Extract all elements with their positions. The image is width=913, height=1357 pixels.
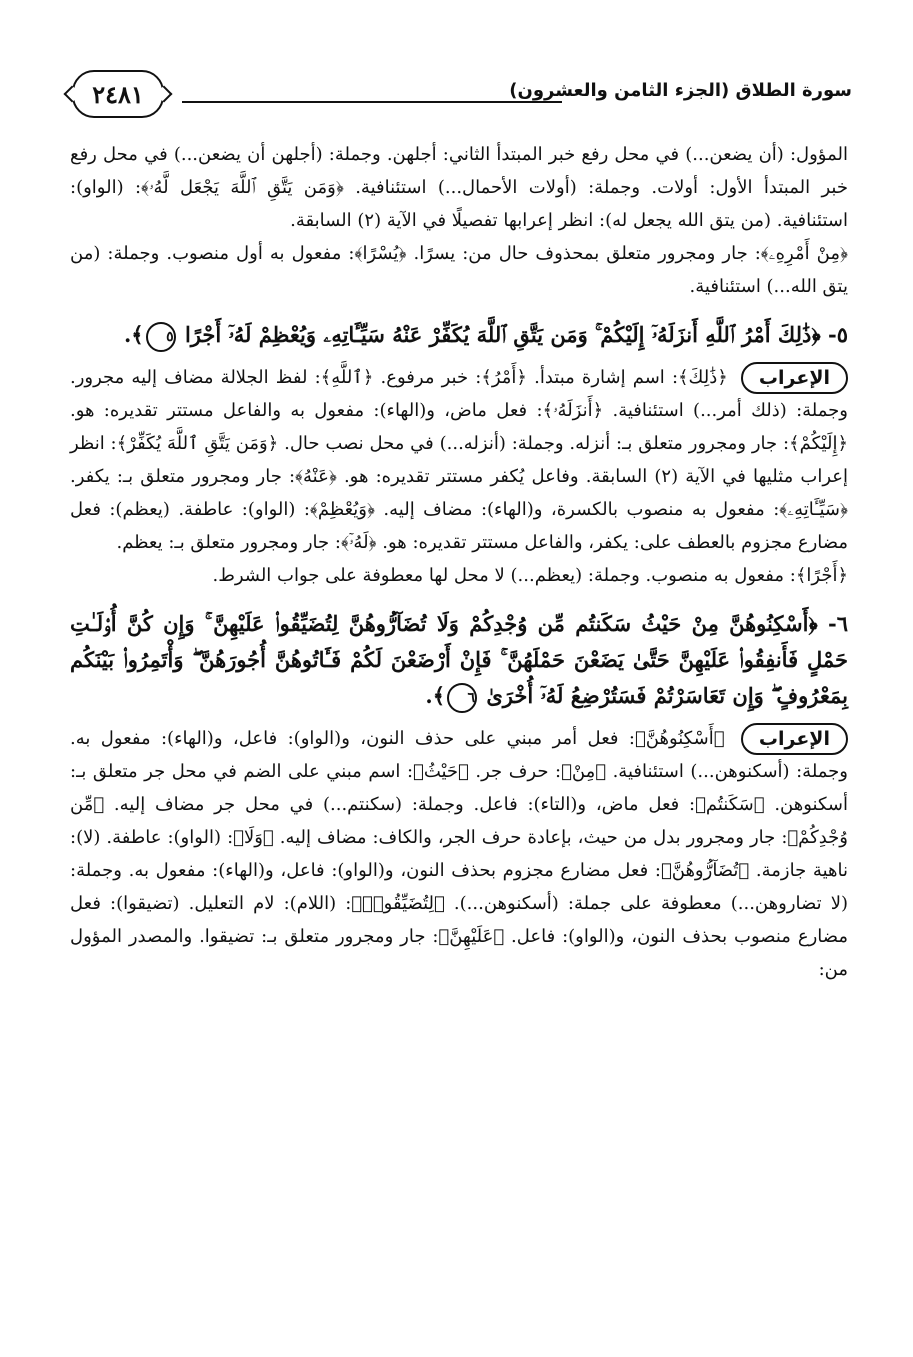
paragraph-5-text: ﴿أَسْكِنُوهُنَّ﴾: فعل أمر مبني على حذف النون، و(الواو): فاعل، و(الهاء): مفعول به. وجملة: (أسكنوهن...) استئنافية. ﴿مِنْ﴾: حرف جر. ﴿حَيْثُ﴾: اسم مبني على الضم في محل جر متعلق بـ: أسكنوهن. ﴿سَكَنتُم﴾: فعل ماض، و(التاء): فاعل. وجملة: (سكنتم...) في محل جر مضاف إليه. ﴿مِّن وُجْدِكُمْ﴾: جار ومجرور بدل من حيث، بإعادة حرف الجر، والكاف: مضاف إليه. ﴿وَلَا﴾: (الواو): عاطفة. (لا): ناهية جازمة. ﴿تُضَآرُّوهُنَّ﴾: فعل مضارع مجزوم بحذف النون، و(الواو): فاعل، و(الهاء): مفعول به. وجملة: (لا تضاروهن...) معطوفة على جملة: (أسكنوهن...). ﴿لِتُضَيِّقُوا۟﴾: (اللام): لام التعليل. (تضيقوا): فعل مضارع منصوب بحذف النون، و(الواو): فاعل. ﴿عَلَيْهِنَّ﴾: جار ومجرور متعلق بـ: تضيقوا. والمصدر المؤول من: (70, 728, 848, 980)
page-body (70, 138, 848, 986)
irab-label: الإعراب (741, 723, 848, 755)
page-number: ٢٤٨١ (72, 70, 164, 118)
paragraph-5 (70, 722, 848, 986)
verse-5 (70, 317, 848, 353)
verse-6-text: ٦- ﴿أَسْكِنُوهُنَّ مِنْ حَيْثُ سَكَنتُم مِّن وُجْدِكُمْ وَلَا تُضَآرُّوهُنَّ لِتُضَيِّقُوا۟ عَلَيْهِنَّ ۚ وَإِن كُنَّ أُو۟لَـٰتِ حَمْلٍ فَأَنفِقُوا۟ عَلَيْهِنَّ حَتَّىٰ يَضَعْنَ حَمْلَهُنَّ ۚ فَإِنْ أَرْضَعْنَ لَكُمْ فَـَٔاتُوهُنَّ أُجُورَهُنَّ ۖ وَأْتَمِرُوا۟ بَيْنَكُم بِمَعْرُوفٍ ۖ وَإِن تَعَاسَرْتُمْ فَسَتُرْضِعُ لَهُۥٓ أُخْرَىٰ (70, 611, 848, 708)
irab-label: الإعراب (741, 362, 848, 394)
page-header (72, 70, 852, 124)
paragraph-4: ﴿أَجْرًا﴾: مفعول به منصوب. وجملة: (يعظم...) لا محل لها معطوفة على جواب الشرط. (212, 565, 848, 586)
verse-close-bracket: ﴾. (124, 322, 144, 347)
paragraph-3 (70, 361, 848, 559)
verse-5-text: ٥- ﴿ذَٰلِكَ أَمْرُ ٱللَّهِ أَنزَلَهُۥٓ إِلَيْكُمْ ۚ وَمَن يَتَّقِ ٱللَّهَ يُكَفِّرْ عَنْهُ سَيِّـَٔاتِهِۦ وَيُعْظِمْ لَهُۥٓ أَجْرًا (184, 322, 848, 347)
paragraph-2: ﴿مِنْ أَمْرِهِۦ﴾: جار ومجرور متعلق بمحذوف حال من: يسرًا. ﴿يُسْرًا﴾: مفعول به أول منصوب. وجملة: (من يتق الله...) استئنافية. (70, 243, 848, 297)
paragraph-1: المؤول: (أن يضعن...) في محل رفع خبر المبتدأ الثاني: أجلهن. وجملة: (أجلهن أن يضعن...) في محل رفع خبر المبتدأ الأول: أولات. وجملة: (أولات الأحمال...) استئنافية. ﴿وَمَن يَتَّقِ ٱللَّهَ يَجْعَل لَّهُۥ﴾: (الواو): استئنافية. (من يتق الله يجعل له): انظر إعرابها تفصيلًا في الآية (٢) السابقة. (70, 144, 848, 231)
verse-6 (70, 606, 848, 714)
paragraph-3-text: ﴿ذَٰلِكَ﴾: اسم إشارة مبتدأ. ﴿أَمْرُ﴾: خبر مرفوع. ﴿ٱللَّهِ﴾: لفظ الجلالة مضاف إليه مجرور. وجملة: (ذلك أمر...) استئنافية. ﴿أَنزَلَهُۥ﴾: فعل ماض، و(الهاء): مفعول به والفاعل مستتر تقديره: هو. ﴿إِلَيْكُمْ﴾: جار ومجرور متعلق بـ: أنزله. وجملة: (أنزله...) في محل نصب حال. ﴿وَمَن يَتَّقِ ٱللَّهَ يُكَفِّرْ﴾: انظر إعراب مثليها في الآية (٢) السابقة. وفاعل يُكفر مستتر تقديره: هو. ﴿عَنْهُ﴾: جار ومجرور متعلق بـ: يكفر. ﴿سَيِّـَٔاتِهِۦ﴾: مفعول به منصوب بالكسرة، و(الهاء): مضاف إليه. ﴿وَيُعْظِمْ﴾: (الواو): عاطفة. (يعظم): فعل مضارع مجزوم بالعطف على: يكفر، والفاعل مستتر تقديره: هو. ﴿لَهُۥٓ﴾: جار ومجرور متعلق بـ: يعظم. (70, 367, 848, 553)
header-rule (182, 101, 562, 103)
verse-close-bracket: ﴾. (425, 683, 446, 708)
running-title: سورة الطلاق (الجزء الثامن والعشرون) (509, 80, 852, 101)
verse-number-marker: ٦ (447, 683, 477, 713)
verse-number-marker: ٥ (146, 322, 176, 352)
